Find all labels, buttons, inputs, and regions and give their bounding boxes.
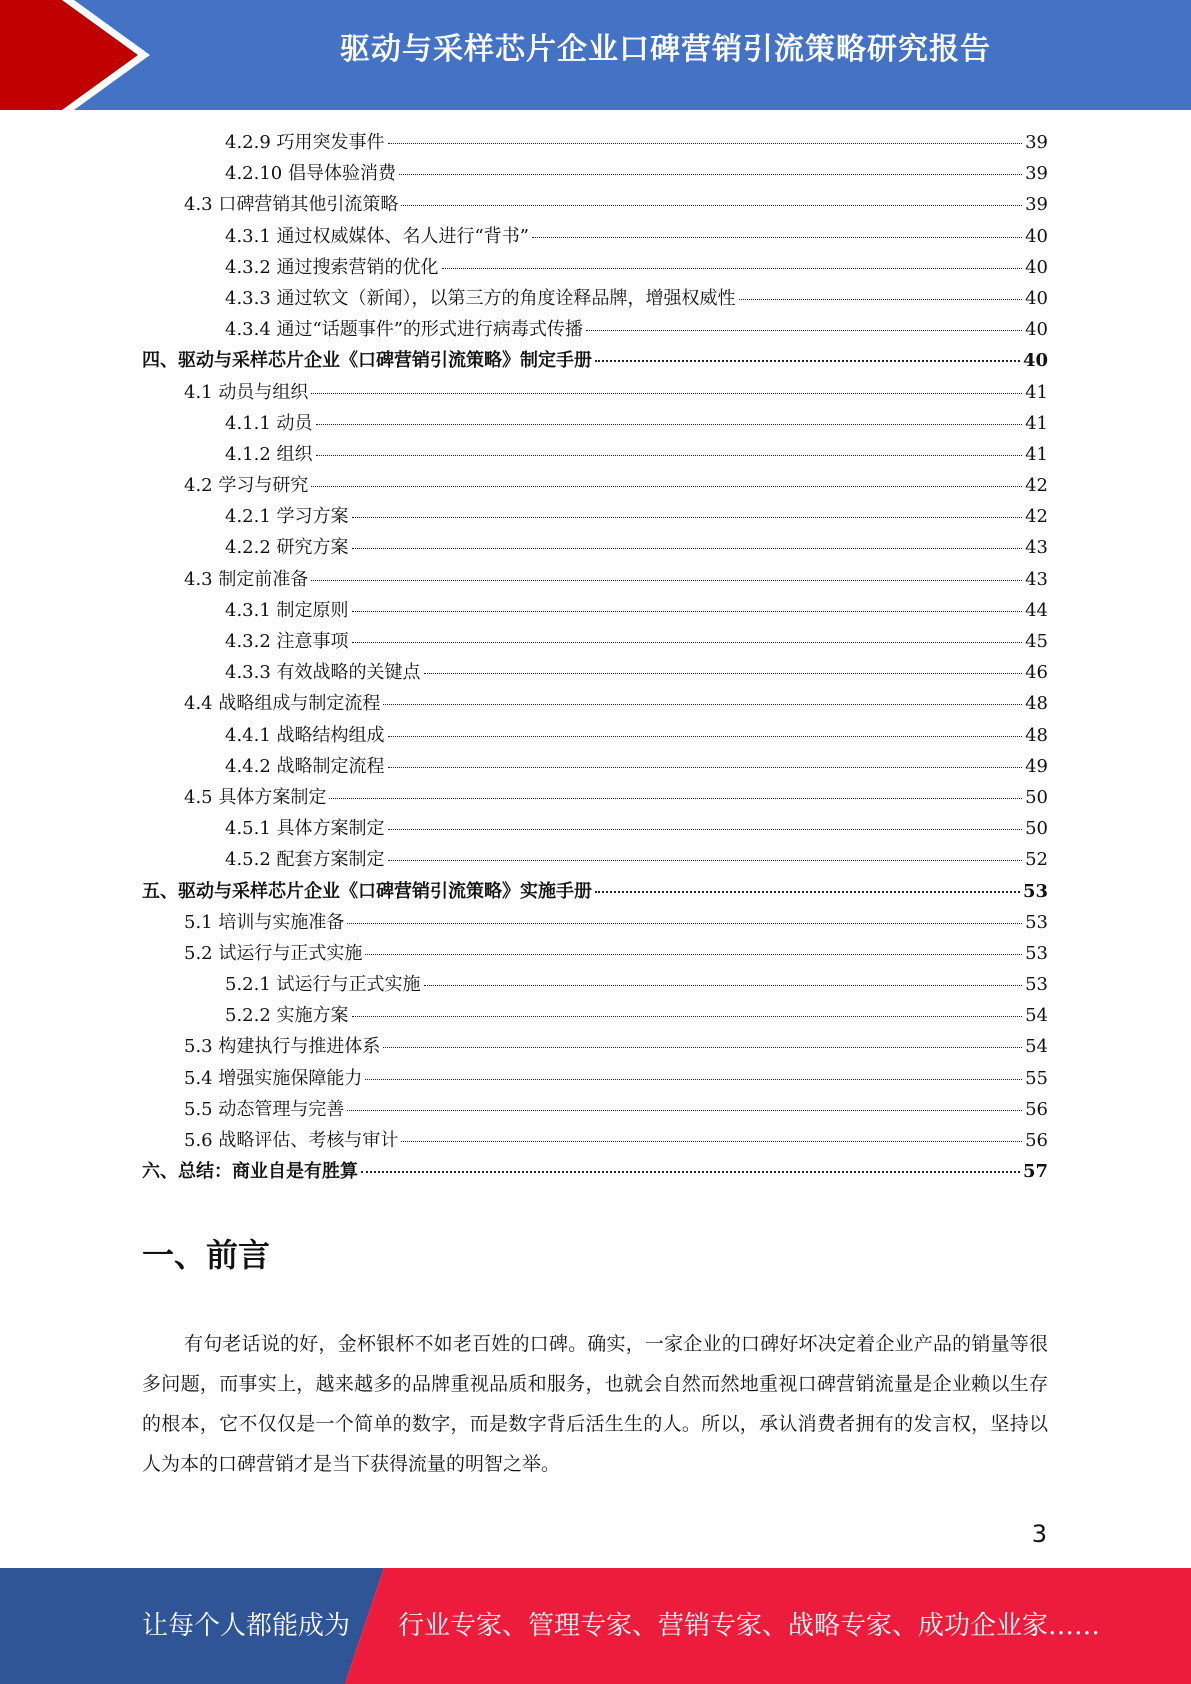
toc-entry-page: 39 [1025,194,1048,216]
toc-entry-label: 4.1.2 组织 [225,443,313,465]
toc-dot-leader [347,1110,1022,1111]
toc-entry[interactable] [142,1095,1048,1126]
toc-entry-page: 53 [1025,911,1048,933]
toc-entry-label: 4.4.2 战略制定流程 [225,755,385,777]
toc-entry-label: 4.1.1 动员 [225,412,313,434]
toc-entry[interactable] [142,596,1048,627]
toc-dot-leader [424,673,1023,674]
toc-entry-page: 40 [1025,287,1048,309]
toc-entry-page: 56 [1025,1130,1048,1151]
toc-entry[interactable] [142,845,1048,876]
toc-entry[interactable] [142,1157,1048,1188]
toc-entry[interactable] [142,315,1048,346]
toc-entry-label: 4.3.1 制定原则 [225,599,349,621]
toc-entry-page: 53 [1025,974,1048,996]
toc-entry[interactable] [142,565,1048,596]
toc-entry-page: 42 [1025,475,1048,497]
toc-entry-label: 4.2.1 学习方案 [225,506,349,528]
toc-dot-leader [388,143,1023,144]
toc-entry-page: 40 [1025,319,1048,341]
toc-dot-leader [352,1016,1023,1017]
toc-dot-leader [388,767,1023,768]
toc-entry-page: 43 [1025,568,1048,590]
toc-entry-label: 5.2.1 试运行与正式实施 [225,974,421,996]
toc-dot-leader [311,393,1022,394]
toc-entry-label: 4.2 学习与研究 [184,475,309,497]
toc-entry[interactable] [142,689,1048,720]
toc-entry-label: 4.2.9 巧用突发事件 [225,132,385,153]
toc-dot-leader [316,424,1023,425]
toc-entry[interactable] [142,877,1048,908]
toc-dot-leader [424,985,1023,986]
toc-entry[interactable] [142,783,1048,814]
toc-entry[interactable] [142,1126,1048,1157]
toc-dot-leader [401,1141,1022,1142]
toc-dot-leader [311,486,1022,487]
toc-entry[interactable] [142,128,1048,159]
toc-dot-leader [388,829,1023,830]
toc-dot-leader [442,268,1023,269]
toc-entry-page: 45 [1025,631,1048,652]
toc-entry[interactable] [142,627,1048,658]
toc-entry-page: 40 [1022,350,1048,372]
toc-entry-label: 5.5 动态管理与完善 [184,1098,345,1120]
toc-dot-leader [329,798,1022,799]
toc-entry-page: 43 [1025,537,1048,559]
toc-entry[interactable] [142,378,1048,409]
toc-dot-leader [595,891,1020,893]
toc-entry-label: 4.5.2 配套方案制定 [225,849,385,871]
toc-entry[interactable] [142,253,1048,284]
toc-entry-label: 4.4 战略组成与制定流程 [184,693,381,715]
toc-entry[interactable] [142,190,1048,221]
toc-entry-page: 49 [1025,755,1048,777]
section-heading: 一、前言 [142,1236,271,1274]
toc-entry-page: 50 [1025,786,1048,808]
toc-entry[interactable] [142,409,1048,440]
toc-entry-label: 四、驱动与采样芯片企业《口碑营销引流策略》制定手册 [142,350,592,372]
toc-entry[interactable] [142,721,1048,752]
toc-entry-label: 4.3 口碑营销其他引流策略 [184,194,399,216]
toc-entry-page: 39 [1025,163,1048,185]
toc-entry[interactable] [142,908,1048,939]
toc-entry[interactable] [142,1032,1048,1063]
toc-entry[interactable] [142,1064,1048,1095]
footer-slogan-left: 让每个人都能成为 [142,1611,351,1641]
toc-entry[interactable] [142,970,1048,1001]
footer-slogan-right: 行业专家、管理专家、营销专家、战略专家、成功企业家…… [398,1611,1101,1641]
toc-entry[interactable] [142,1001,1048,1032]
toc-dot-leader [347,923,1022,924]
toc-entry-page: 54 [1025,1005,1048,1027]
toc-entry-page: 48 [1025,724,1048,746]
toc-dot-leader [399,174,1022,175]
toc-entry-label: 4.5 具体方案制定 [184,786,327,808]
toc-entry-label: 4.4.1 战略结构组成 [225,724,385,746]
toc-entry-page: 42 [1025,506,1048,528]
toc-entry[interactable] [142,440,1048,471]
toc-entry-page: 55 [1025,1067,1048,1089]
toc-entry-page: 40 [1025,225,1048,247]
page-header [0,0,1191,110]
toc-entry-label: 4.2.2 研究方案 [225,537,349,559]
red-chevron-decoration [0,0,150,110]
table-of-contents [142,128,1048,1188]
toc-entry[interactable] [142,159,1048,190]
toc-entry-label: 4.3.2 通过搜索营销的优化 [225,256,439,278]
toc-entry-label: 4.3 制定前准备 [184,568,309,590]
page-number: 3 [1031,1520,1047,1548]
toc-entry-page: 41 [1025,412,1048,434]
toc-entry-page: 44 [1025,599,1048,621]
toc-entry-label: 4.3.3 有效战略的关键点 [225,662,421,684]
toc-entry-label: 5.1 培训与实施准备 [184,911,345,933]
toc-entry-page: 57 [1022,1161,1048,1183]
toc-dot-leader [388,860,1023,861]
toc-dot-leader [365,1079,1022,1080]
toc-entry-label: 4.1 动员与组织 [184,381,309,403]
toc-entry[interactable] [142,471,1048,502]
toc-entry-label: 六、总结：商业自是有胜算 [142,1161,358,1183]
toc-entry[interactable] [142,284,1048,315]
toc-dot-leader [352,517,1023,518]
toc-dot-leader [352,642,1023,643]
toc-dot-leader [352,548,1023,549]
toc-entry-label: 5.3 构建执行与推进体系 [184,1036,381,1058]
toc-entry-page: 52 [1025,849,1048,871]
toc-entry[interactable] [142,222,1048,253]
toc-dot-leader [739,299,1023,300]
toc-entry-label: 4.3.4 通过“话题事件”的形式进行病毒式传播 [225,319,583,341]
toc-entry-page: 46 [1025,662,1048,684]
toc-dot-leader [383,1047,1022,1048]
toc-dot-leader [532,237,1022,238]
toc-dot-leader [316,455,1023,456]
page-footer [0,1568,1191,1684]
toc-entry-label: 4.3.1 通过权威媒体、名人进行“背书” [225,225,529,247]
toc-dot-leader [388,736,1023,737]
toc-dot-leader [365,954,1022,955]
toc-entry-label: 5.2.2 实施方案 [225,1005,349,1027]
toc-entry-page: 39 [1025,132,1048,153]
toc-entry-page: 53 [1025,942,1048,964]
toc-entry-page: 40 [1025,256,1048,278]
toc-dot-leader [361,1171,1020,1173]
toc-entry[interactable] [142,939,1048,970]
toc-entry-label: 4.2.10 倡导体验消费 [225,163,396,185]
toc-dot-leader [311,580,1022,581]
toc-entry-page: 41 [1025,381,1048,403]
toc-entry[interactable] [142,658,1048,689]
toc-entry-page: 41 [1025,443,1048,465]
toc-entry-label: 五、驱动与采样芯片企业《口碑营销引流策略》实施手册 [142,880,592,902]
toc-entry-label: 4.5.1 具体方案制定 [225,818,385,840]
toc-entry-page: 50 [1025,818,1048,840]
toc-entry-page: 48 [1025,693,1048,715]
toc-entry-label: 5.2 试运行与正式实施 [184,942,363,964]
toc-dot-leader [401,205,1022,206]
toc-entry-page: 56 [1025,1098,1048,1120]
toc-entry-label: 4.3.2 注意事项 [225,631,349,652]
toc-entry[interactable] [142,533,1048,564]
toc-entry-label: 5.6 战略评估、考核与审计 [184,1130,399,1151]
toc-dot-leader [352,611,1023,612]
toc-entry[interactable] [142,814,1048,845]
toc-dot-leader [595,360,1020,362]
toc-entry-page: 54 [1025,1036,1048,1058]
toc-entry-label: 4.3.3 通过软文（新闻），以第三方的角度诠释品牌，增强权威性 [225,287,736,309]
toc-entry[interactable] [142,502,1048,533]
toc-entry-label: 5.4 增强实施保障能力 [184,1067,363,1089]
toc-dot-leader [383,704,1022,705]
document-title: 驱动与采样芯片企业口碑营销引流策略研究报告 [340,32,991,67]
toc-entry[interactable] [142,346,1048,377]
toc-entry-page: 53 [1022,880,1048,902]
body-paragraph: 有句老话说的好，金杯银杯不如老百姓的口碑。确实，一家企业的口碑好坏决定着企业产品的销量等很多问题，而事实上，越来越多的品牌重视品质和服务，也就会自然而然地重视口碑营销流量是企业赖以生存的根本，它不仅仅是一个简单的数字，而是数字背后活生生的人。所以，承认消费者拥有的发言权，坚持以人为本的口碑营销才是当下获得流量的明智之举。 [142,1333,1048,1475]
toc-entry[interactable] [142,752,1048,783]
toc-dot-leader [586,330,1022,331]
